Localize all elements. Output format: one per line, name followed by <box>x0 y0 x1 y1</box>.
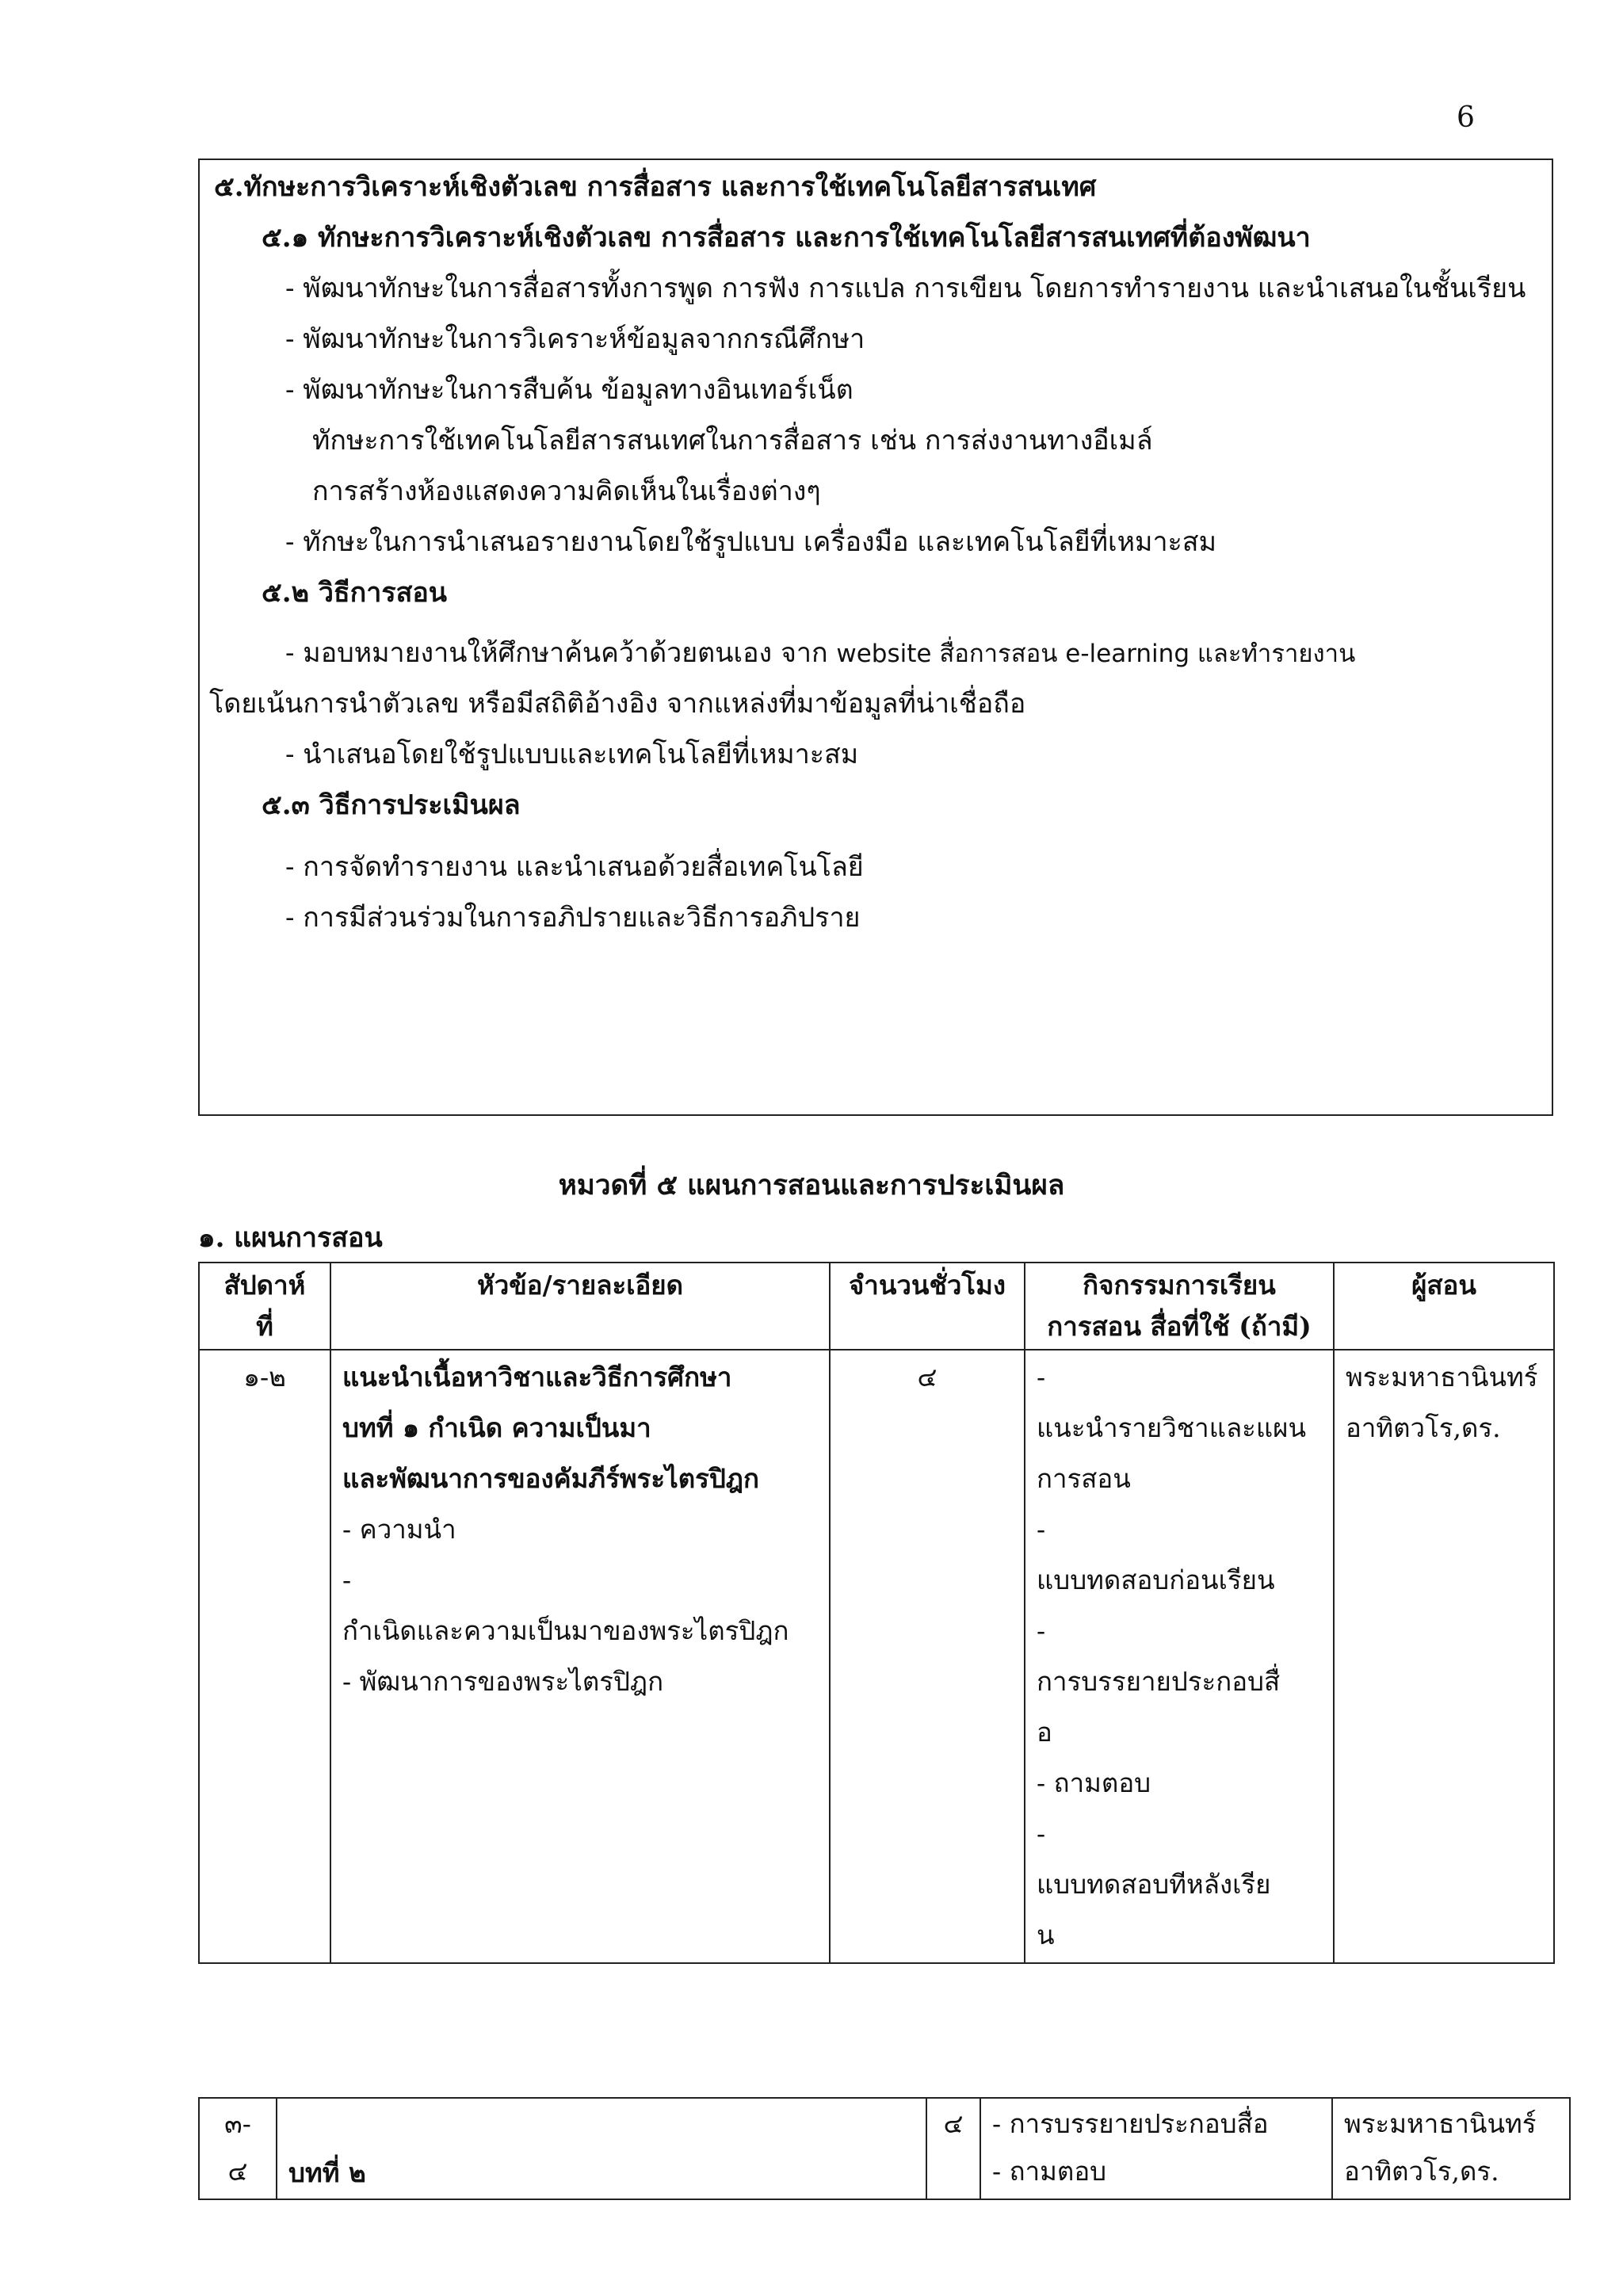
teacher-cell <box>1332 2098 1570 2199</box>
section5-1-item: การสร้างห้องแสดงความคิดเห็นในเรื่องต่างๆ <box>312 476 821 507</box>
header-week <box>199 1263 330 1350</box>
activity-line: - การบรรยายประกอบสื่อ <box>992 2108 1269 2139</box>
teacher-line: พระมหาธานินทร์ <box>1346 1362 1538 1392</box>
topic-line: บทที่ ๑ กำเนิด ความเป็นมา <box>342 1412 651 1443</box>
teacher-line: พระมหาธานินทร์ <box>1344 2108 1537 2139</box>
section5-1-title: ๕.๑ ทักษะการวิเคราะห์เชิงตัวเลข การสื่อสาร และการใช้เทคโนโลยีสารสนเทศที่ต้องพัฒนา <box>262 222 1311 254</box>
header-activity-line: การสอน สื่อที่ใช้ (ถ้ามี) <box>1047 1311 1312 1342</box>
section5-title: ๕.ทักษะการวิเคราะห์เชิงตัวเลข การสื่อสาร และการใช้เทคโนโลยีสารสนเทศ <box>214 171 1097 203</box>
activity-line: - <box>1037 1615 1046 1646</box>
topic-cell <box>330 1350 830 1963</box>
activity-line: น <box>1037 1920 1055 1950</box>
topic-line: และพัฒนาการของคัมภีร์พระไตรปิฎก <box>342 1463 759 1494</box>
section5-2-line: โดยเน้นการนำตัวเลข หรือมีสถิติอ้างอิง จากแหล่งที่มาข้อมูลที่น่าเชื่อถือ <box>209 688 1026 720</box>
header-topic: หัวข้อ/รายละเอียด <box>330 1263 830 1350</box>
activity-line: - <box>1037 1514 1046 1545</box>
activity-line: แบบทดสอบทีหลังเรีย <box>1037 1869 1271 1900</box>
table-header-row <box>199 1263 1554 1350</box>
section5-1-item: - พัฒนาทักษะในการวิเคราะห์ข้อมูลจากกรณีศึกษา <box>285 323 865 355</box>
chapter-heading: หมวดที่ ๕ แผนการสอนและการประเมินผล <box>558 1169 1065 1201</box>
teacher-line: อาทิตวโร,ดร. <box>1344 2156 1499 2187</box>
topic-line: บทที่ ๒ <box>288 2157 366 2188</box>
header-week-line: ที่ <box>256 1311 273 1342</box>
activity-line: - <box>1037 1818 1046 1849</box>
activity-line: - <box>1037 1362 1046 1392</box>
section5-2-line-a: - มอบหมายงานให้ศึกษาค้นคว้าด้วยตนเอง จาก <box>285 637 828 669</box>
header-teacher: ผู้สอน <box>1334 1263 1554 1350</box>
topic-cell <box>277 2098 926 2199</box>
activity-line: แนะนำรายวิชาและแผน <box>1037 1412 1307 1443</box>
teacher-cell <box>1334 1350 1554 1963</box>
week-line: ๓- <box>224 2108 251 2139</box>
table-row <box>199 1350 1554 1963</box>
section5-3-title: ๕.๓ วิธีการประเมินผล <box>262 789 521 821</box>
week-line: ๔ <box>227 2156 248 2187</box>
header-activity <box>1025 1263 1334 1350</box>
section5-2-line-b: website สื่อการสอน e-learning และทำรายงาน <box>836 640 1356 668</box>
table-row <box>199 2098 1570 2199</box>
section5-3-item: - การจัดทำรายงาน และนำเสนอด้วยสื่อเทคโนโลยี <box>285 851 864 883</box>
header-week-line: สัปดาห์ <box>223 1270 306 1301</box>
activity-line: แบบทดสอบก่อนเรียน <box>1037 1564 1275 1595</box>
section5-2-title: ๕.๒ วิธีการสอน <box>262 577 448 609</box>
section5-2-line <box>285 636 1355 671</box>
section5-box <box>198 159 1553 1116</box>
section5-1-item: ทักษะการใช้เทคโนโลยีสารสนเทศในการสื่อสาร เช่น การส่งงานทางอีเมล์ <box>312 425 1153 457</box>
activity-line: อ <box>1037 1717 1052 1748</box>
header-activity-line: กิจกรรมการเรียน <box>1083 1270 1276 1301</box>
activity-cell <box>980 2098 1332 2199</box>
teacher-line: อาทิตวโร,ดร. <box>1346 1412 1501 1443</box>
teaching-plan-table <box>198 1262 1555 1964</box>
topic-line: กำเนิดและความเป็นมาของพระไตรปิฎก <box>342 1615 789 1646</box>
hours-cell: ๔ <box>926 2098 980 2199</box>
topic-line: - พัฒนาการของพระไตรปิฎก <box>342 1666 664 1697</box>
topic-line: - <box>342 1564 352 1595</box>
page-number: 6 <box>1457 101 1475 134</box>
activity-line: - ถามตอบ <box>1037 1767 1151 1798</box>
section5-1-item: - พัฒนาทักษะในการสื่อสารทั้งการพูด การฟัง การแปล การเขียน โดยการทำรายงาน และนำเสนอในชั้นเรียน <box>285 273 1526 304</box>
section5-2-line: - นำเสนอโดยใช้รูปแบบและเทคโนโลยีที่เหมาะสม <box>285 739 859 770</box>
activity-line: การบรรยายประกอบสื่ <box>1037 1666 1281 1697</box>
activity-line: การสอน <box>1037 1463 1131 1494</box>
header-hours: จำนวนชั่วโมง <box>830 1263 1025 1350</box>
activity-line: - ถามตอบ <box>992 2156 1107 2187</box>
week-cell: ๑-๒ <box>199 1350 330 1963</box>
hours-cell: ๔ <box>830 1350 1025 1963</box>
section5-3-item: - การมีส่วนร่วมในการอภิปรายและวิธีการอภิปราย <box>285 902 861 934</box>
teaching-plan-table-continued <box>198 2097 1571 2200</box>
section5-1-item: - พัฒนาทักษะในการสืบค้น ข้อมูลทางอินเทอร์เน็ต <box>285 374 854 406</box>
activity-cell <box>1025 1350 1334 1963</box>
week-cell <box>199 2098 277 2199</box>
topic-line: แนะนำเนื้อหาวิชาและวิธีการศึกษา <box>342 1362 732 1392</box>
topic-line: - ความนำ <box>342 1514 456 1545</box>
section5-1-item: - ทักษะในการนำเสนอรายงานโดยใช้รูปแบบ เครื่องมือ และเทคโนโลยีที่เหมาะสม <box>285 526 1216 558</box>
plan-title: ๑. แผนการสอน <box>198 1222 383 1254</box>
